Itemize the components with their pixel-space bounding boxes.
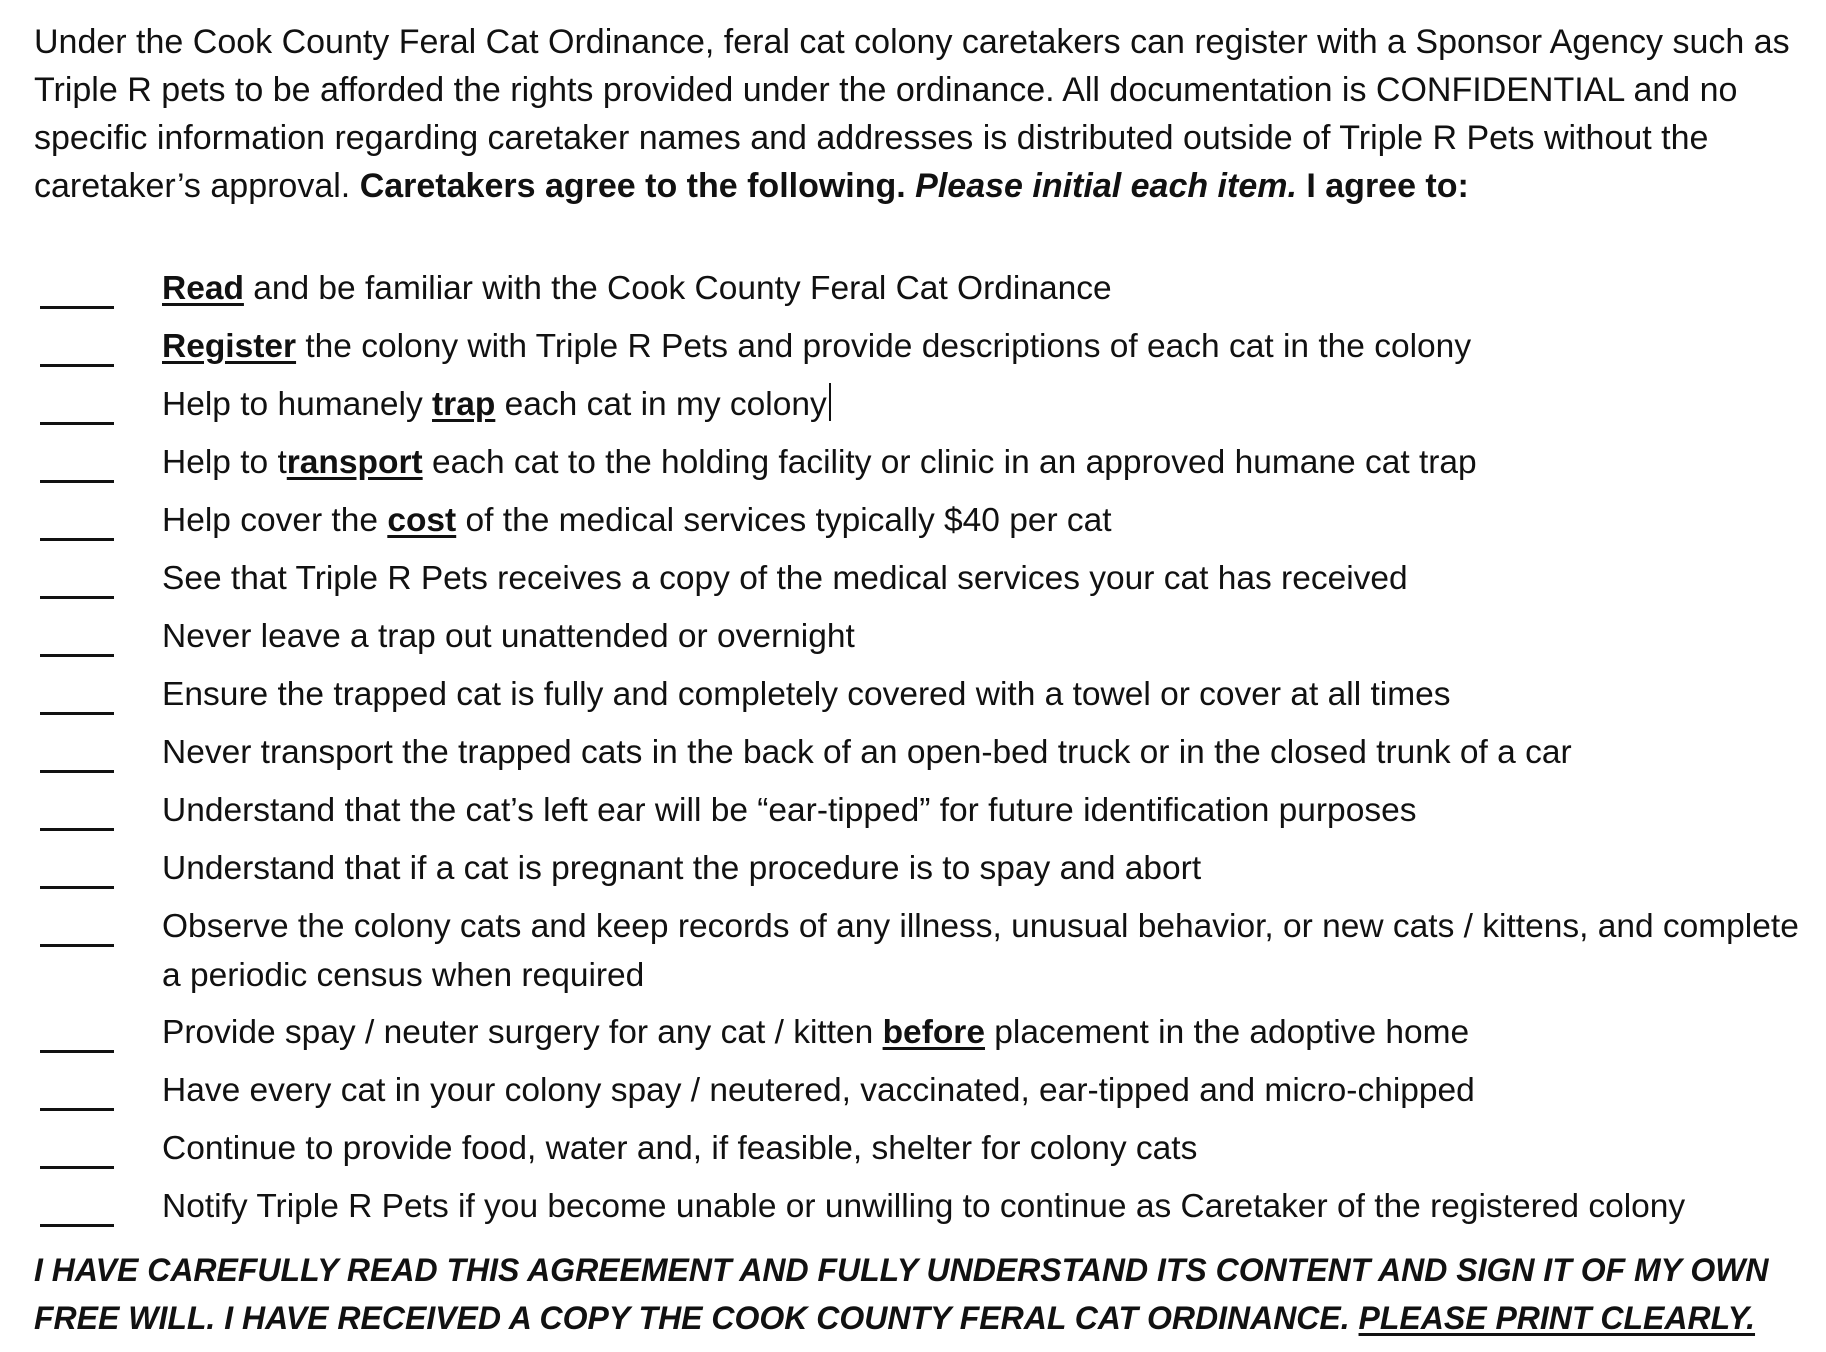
closing-statement: [34, 1246, 1804, 1342]
agreement-item: [34, 666, 1804, 724]
agreement-item: [34, 1004, 1804, 1062]
text-cursor: [829, 383, 831, 421]
initial-blank[interactable]: [40, 1050, 114, 1053]
initial-blank[interactable]: [40, 422, 114, 425]
agreement-item-text: Never transport the trapped cats in the back of an open-bed truck or in the closed trunk of a car: [162, 734, 1572, 771]
agreement-item-text: Understand that if a cat is pregnant the procedure is to spay and abort: [162, 850, 1202, 887]
initial-blank[interactable]: [40, 1224, 114, 1227]
initial-blank[interactable]: [40, 886, 114, 889]
initial-blank[interactable]: [40, 770, 114, 773]
intro-text: Under the Cook County Feral Cat Ordinance, feral cat colony caretakers can register with a Sponsor Agency such as Triple R pets to be afforded the rights provided under the ordinance. All documentation is CONFIDENTIAL and no specific information regarding caretaker names and addresses is distributed outside of Triple R Pets without the caretaker’s approval.: [34, 23, 1790, 205]
agreement-item-text: Observe the colony cats and keep records of any illness, unusual behavior, or new cats / kittens, and complete a periodic census when required: [162, 908, 1799, 994]
agreement-item-text: Understand that the cat’s left ear will be “ear-tipped” for future identification purposes: [162, 792, 1417, 829]
agreement-item-text: Have every cat in your colony spay / neutered, vaccinated, ear-tipped and micro-chipped: [162, 1072, 1475, 1109]
agreement-item: [34, 492, 1804, 550]
agreement-item-keyword: before: [882, 1014, 985, 1051]
initial-blank[interactable]: [40, 364, 114, 367]
agreement-item: [34, 898, 1804, 1004]
agreement-item-text: Register the colony with Triple R Pets and provide descriptions of each cat in the colony: [162, 328, 1472, 365]
agreement-item-keyword: ransport: [286, 444, 423, 481]
agreement-item: [34, 1120, 1804, 1178]
initial-blank[interactable]: [40, 1108, 114, 1111]
agreement-item: [34, 1178, 1804, 1236]
document-page: [34, 18, 1804, 1336]
closing-text: I HAVE CAREFULLY READ THIS AGREEMENT AND FULLY UNDERSTAND ITS CONTENT AND SIGN IT OF MY OWN FREE WILL. I HAVE RECEIVED A COPY THE COOK COUNTY FERAL CAT ORDINANCE.: [34, 1252, 1769, 1336]
initial-blank[interactable]: [40, 654, 114, 657]
agreement-item: [34, 840, 1804, 898]
agreement-item-text: Help to humanely trap each cat in my colony: [162, 380, 1802, 429]
agreement-item-text: Continue to provide food, water and, if feasible, shelter for colony cats: [162, 1130, 1198, 1167]
agreement-item: [34, 782, 1804, 840]
initial-blank[interactable]: [40, 712, 114, 715]
agreement-item-text: See that Triple R Pets receives a copy of the medical services your cat has received: [162, 560, 1408, 597]
initial-blank[interactable]: [40, 1166, 114, 1169]
agreement-item-text: Read and be familiar with the Cook County Feral Cat Ordinance: [162, 270, 1112, 307]
intro-paragraph: [34, 18, 1804, 210]
agreement-item: [34, 724, 1804, 782]
intro-bold-italic-text: Please initial each item.: [905, 167, 1297, 205]
agreement-item-keyword: Read: [162, 270, 244, 307]
initial-blank[interactable]: [40, 596, 114, 599]
agreement-item-text: Provide spay / neuter surgery for any cat / kitten before placement in the adoptive home: [162, 1014, 1470, 1051]
agreement-item: [34, 1062, 1804, 1120]
agreement-item-text: Help cover the cost of the medical services typically $40 per cat: [162, 502, 1112, 539]
initial-blank[interactable]: [40, 480, 114, 483]
initial-blank[interactable]: [40, 538, 114, 541]
print-clearly-note: PLEASE PRINT CLEARLY.: [1358, 1300, 1756, 1336]
initial-blank[interactable]: [40, 828, 114, 831]
agreement-item: [34, 608, 1804, 666]
agreement-item: [34, 376, 1804, 434]
agreement-item-text: Notify Triple R Pets if you become unable or unwilling to continue as Caretaker of the registered colony: [162, 1188, 1686, 1225]
agreement-item: [34, 318, 1804, 376]
agreement-item-text: Never leave a trap out unattended or overnight: [162, 618, 855, 655]
intro-bold-end-text: I agree to:: [1296, 167, 1469, 205]
agreement-item: [34, 550, 1804, 608]
agreement-item-keyword: trap: [432, 386, 496, 423]
agreement-item-list: [34, 260, 1804, 1236]
intro-bold-text: Caretakers agree to the following.: [359, 167, 906, 205]
agreement-item: [34, 260, 1804, 318]
agreement-item-text: Help to transport each cat to the holding facility or clinic in an approved humane cat trap: [162, 444, 1477, 481]
agreement-item: [34, 434, 1804, 492]
initial-blank[interactable]: [40, 944, 114, 947]
initial-blank[interactable]: [40, 306, 114, 309]
agreement-item-text: Ensure the trapped cat is fully and completely covered with a towel or cover at all times: [162, 676, 1451, 713]
agreement-item-keyword: Register: [162, 328, 297, 365]
agreement-item-keyword: cost: [387, 502, 457, 539]
